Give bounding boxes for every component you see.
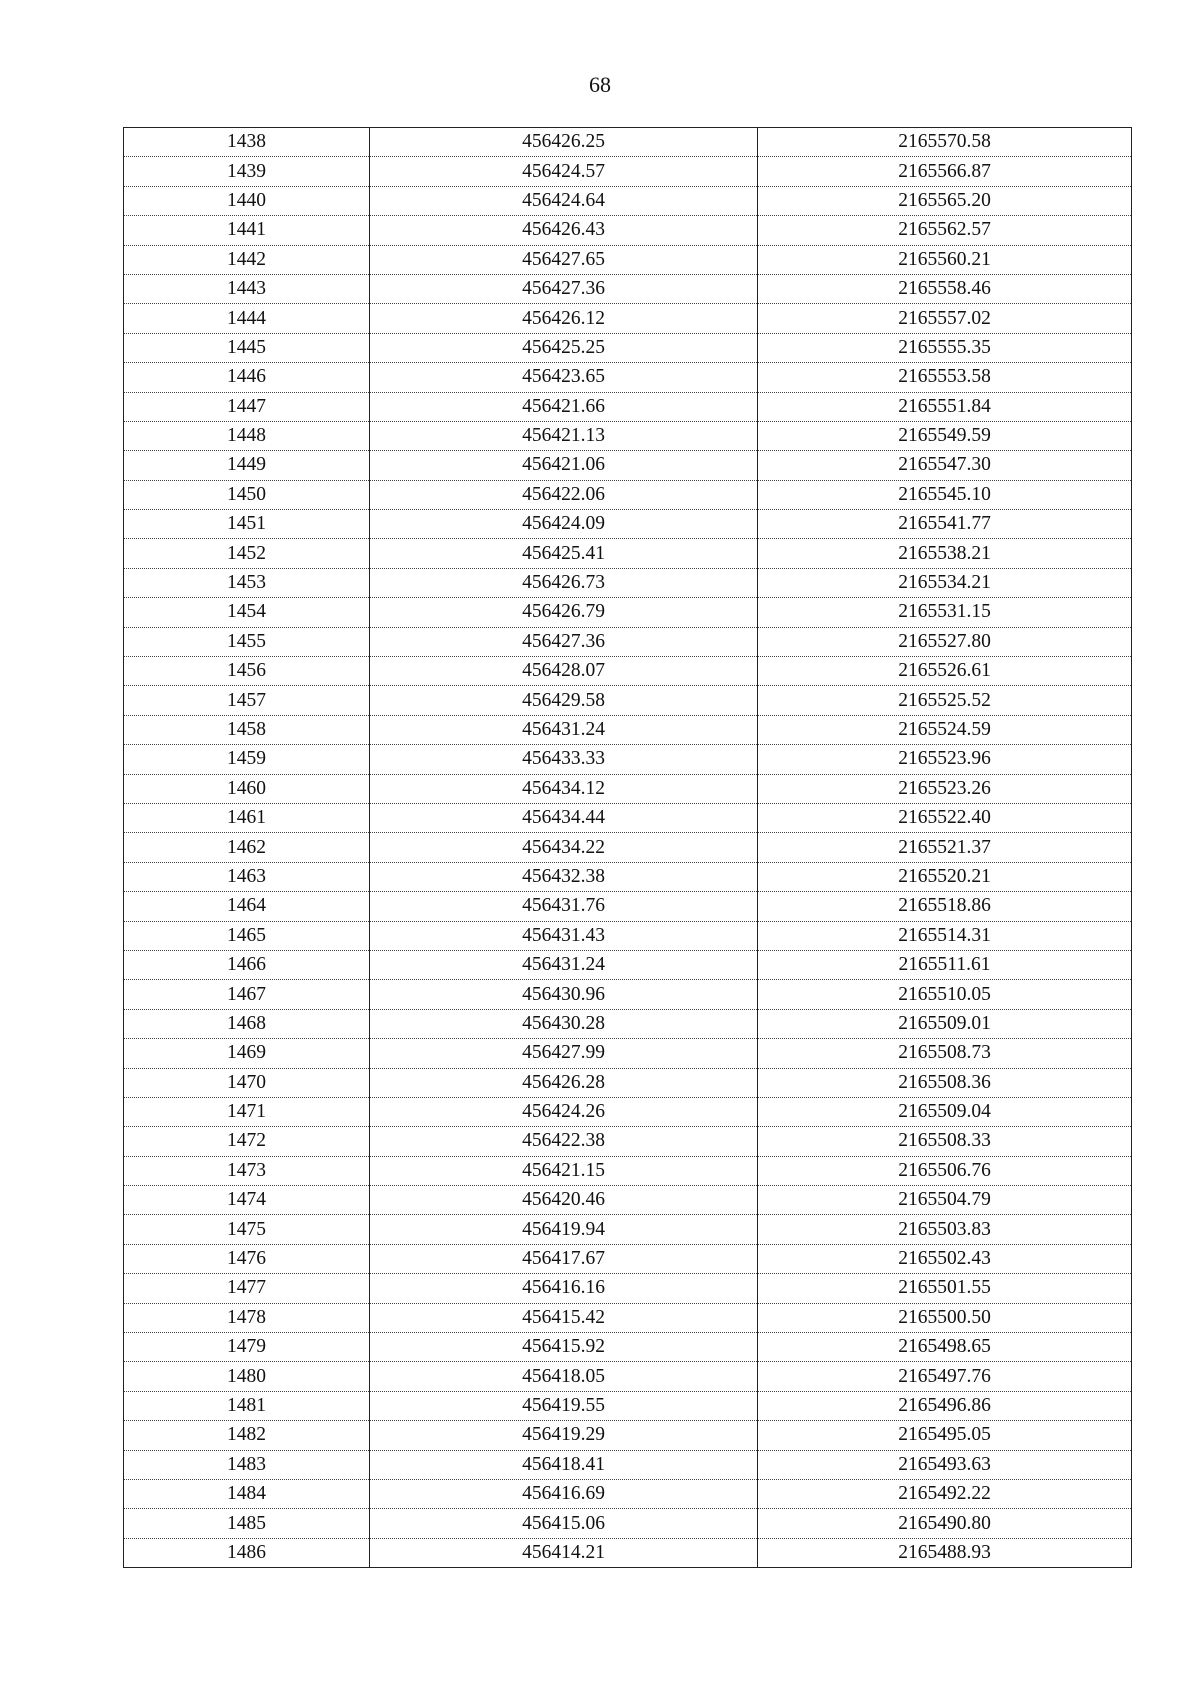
y-coordinate-cell: 2165541.77 xyxy=(758,510,1132,539)
x-coordinate-cell: 456427.36 xyxy=(370,627,758,656)
x-coordinate-cell: 456429.58 xyxy=(370,686,758,715)
point-number-cell: 1486 xyxy=(124,1538,370,1567)
y-coordinate-cell: 2165523.96 xyxy=(758,745,1132,774)
point-number-cell: 1468 xyxy=(124,1009,370,1038)
point-number-cell: 1455 xyxy=(124,627,370,656)
table-row xyxy=(124,686,1132,715)
y-coordinate-cell: 2165509.04 xyxy=(758,1097,1132,1126)
point-number-cell: 1461 xyxy=(124,803,370,832)
point-number-cell: 1449 xyxy=(124,451,370,480)
x-coordinate-cell: 456425.25 xyxy=(370,333,758,362)
table-row xyxy=(124,715,1132,744)
x-coordinate-cell: 456422.38 xyxy=(370,1127,758,1156)
y-coordinate-cell: 2165522.40 xyxy=(758,803,1132,832)
table-row xyxy=(124,510,1132,539)
point-number-cell: 1452 xyxy=(124,539,370,568)
y-coordinate-cell: 2165509.01 xyxy=(758,1009,1132,1038)
table-row xyxy=(124,1186,1132,1215)
y-coordinate-cell: 2165501.55 xyxy=(758,1274,1132,1303)
table-row xyxy=(124,862,1132,891)
x-coordinate-cell: 456431.24 xyxy=(370,950,758,979)
point-number-cell: 1473 xyxy=(124,1156,370,1185)
x-coordinate-cell: 456423.65 xyxy=(370,363,758,392)
x-coordinate-cell: 456425.41 xyxy=(370,539,758,568)
point-number-cell: 1467 xyxy=(124,980,370,1009)
y-coordinate-cell: 2165502.43 xyxy=(758,1244,1132,1273)
table-row xyxy=(124,568,1132,597)
table-row xyxy=(124,657,1132,686)
x-coordinate-cell: 456431.43 xyxy=(370,921,758,950)
table-row xyxy=(124,892,1132,921)
table-row xyxy=(124,539,1132,568)
table-row xyxy=(124,274,1132,303)
point-number-cell: 1478 xyxy=(124,1303,370,1332)
x-coordinate-cell: 456426.79 xyxy=(370,598,758,627)
table-row xyxy=(124,128,1132,157)
point-number-cell: 1475 xyxy=(124,1215,370,1244)
table-row xyxy=(124,1479,1132,1508)
x-coordinate-cell: 456426.28 xyxy=(370,1068,758,1097)
point-number-cell: 1466 xyxy=(124,950,370,979)
table-row xyxy=(124,1303,1132,1332)
point-number-cell: 1458 xyxy=(124,715,370,744)
x-coordinate-cell: 456426.12 xyxy=(370,304,758,333)
point-number-cell: 1481 xyxy=(124,1391,370,1420)
y-coordinate-cell: 2165508.73 xyxy=(758,1039,1132,1068)
table-row xyxy=(124,245,1132,274)
table-row xyxy=(124,480,1132,509)
x-coordinate-cell: 456426.43 xyxy=(370,216,758,245)
point-number-cell: 1482 xyxy=(124,1421,370,1450)
y-coordinate-cell: 2165558.46 xyxy=(758,274,1132,303)
y-coordinate-cell: 2165508.36 xyxy=(758,1068,1132,1097)
x-coordinate-cell: 456419.29 xyxy=(370,1421,758,1450)
y-coordinate-cell: 2165503.83 xyxy=(758,1215,1132,1244)
y-coordinate-cell: 2165490.80 xyxy=(758,1509,1132,1538)
x-coordinate-cell: 456421.66 xyxy=(370,392,758,421)
point-number-cell: 1442 xyxy=(124,245,370,274)
y-coordinate-cell: 2165549.59 xyxy=(758,421,1132,450)
y-coordinate-cell: 2165500.50 xyxy=(758,1303,1132,1332)
page-number: 68 xyxy=(589,72,611,97)
table-row xyxy=(124,392,1132,421)
point-number-cell: 1445 xyxy=(124,333,370,362)
x-coordinate-cell: 456427.99 xyxy=(370,1039,758,1068)
x-coordinate-cell: 456421.15 xyxy=(370,1156,758,1185)
table-row xyxy=(124,1274,1132,1303)
table-row xyxy=(124,304,1132,333)
table-row xyxy=(124,803,1132,832)
x-coordinate-cell: 456415.06 xyxy=(370,1509,758,1538)
y-coordinate-cell: 2165545.10 xyxy=(758,480,1132,509)
table-row xyxy=(124,1421,1132,1450)
x-coordinate-cell: 456424.57 xyxy=(370,157,758,186)
table-row xyxy=(124,157,1132,186)
point-number-cell: 1444 xyxy=(124,304,370,333)
x-coordinate-cell: 456426.73 xyxy=(370,568,758,597)
table-row xyxy=(124,1450,1132,1479)
x-coordinate-cell: 456420.46 xyxy=(370,1186,758,1215)
table-row xyxy=(124,1127,1132,1156)
x-coordinate-cell: 456415.92 xyxy=(370,1333,758,1362)
table-row xyxy=(124,363,1132,392)
point-number-cell: 1443 xyxy=(124,274,370,303)
table-row xyxy=(124,1215,1132,1244)
x-coordinate-cell: 456424.26 xyxy=(370,1097,758,1126)
y-coordinate-cell: 2165521.37 xyxy=(758,833,1132,862)
point-number-cell: 1463 xyxy=(124,862,370,891)
y-coordinate-cell: 2165488.93 xyxy=(758,1538,1132,1567)
table-row xyxy=(124,1333,1132,1362)
point-number-cell: 1439 xyxy=(124,157,370,186)
table-row xyxy=(124,1009,1132,1038)
table-row xyxy=(124,627,1132,656)
x-coordinate-cell: 456430.96 xyxy=(370,980,758,1009)
point-number-cell: 1457 xyxy=(124,686,370,715)
y-coordinate-cell: 2165518.86 xyxy=(758,892,1132,921)
y-coordinate-cell: 2165526.61 xyxy=(758,657,1132,686)
table-row xyxy=(124,598,1132,627)
coordinates-table xyxy=(123,127,1132,1568)
table-row xyxy=(124,333,1132,362)
table-row xyxy=(124,186,1132,215)
y-coordinate-cell: 2165570.58 xyxy=(758,128,1132,157)
table-row xyxy=(124,1538,1132,1567)
point-number-cell: 1450 xyxy=(124,480,370,509)
y-coordinate-cell: 2165555.35 xyxy=(758,333,1132,362)
point-number-cell: 1474 xyxy=(124,1186,370,1215)
x-coordinate-cell: 456433.33 xyxy=(370,745,758,774)
y-coordinate-cell: 2165514.31 xyxy=(758,921,1132,950)
x-coordinate-cell: 456419.94 xyxy=(370,1215,758,1244)
x-coordinate-cell: 456427.65 xyxy=(370,245,758,274)
y-coordinate-cell: 2165495.05 xyxy=(758,1421,1132,1450)
point-number-cell: 1454 xyxy=(124,598,370,627)
point-number-cell: 1441 xyxy=(124,216,370,245)
point-number-cell: 1476 xyxy=(124,1244,370,1273)
table-row xyxy=(124,745,1132,774)
y-coordinate-cell: 2165562.57 xyxy=(758,216,1132,245)
point-number-cell: 1470 xyxy=(124,1068,370,1097)
table-row xyxy=(124,1244,1132,1273)
point-number-cell: 1438 xyxy=(124,128,370,157)
point-number-cell: 1448 xyxy=(124,421,370,450)
y-coordinate-cell: 2165492.22 xyxy=(758,1479,1132,1508)
y-coordinate-cell: 2165527.80 xyxy=(758,627,1132,656)
y-coordinate-cell: 2165504.79 xyxy=(758,1186,1132,1215)
point-number-cell: 1465 xyxy=(124,921,370,950)
y-coordinate-cell: 2165508.33 xyxy=(758,1127,1132,1156)
table-row xyxy=(124,1068,1132,1097)
y-coordinate-cell: 2165496.86 xyxy=(758,1391,1132,1420)
point-number-cell: 1440 xyxy=(124,186,370,215)
y-coordinate-cell: 2165565.20 xyxy=(758,186,1132,215)
y-coordinate-cell: 2165566.87 xyxy=(758,157,1132,186)
y-coordinate-cell: 2165551.84 xyxy=(758,392,1132,421)
table-row xyxy=(124,980,1132,1009)
x-coordinate-cell: 456432.38 xyxy=(370,862,758,891)
point-number-cell: 1479 xyxy=(124,1333,370,1362)
y-coordinate-cell: 2165531.15 xyxy=(758,598,1132,627)
point-number-cell: 1472 xyxy=(124,1127,370,1156)
point-number-cell: 1480 xyxy=(124,1362,370,1391)
y-coordinate-cell: 2165553.58 xyxy=(758,363,1132,392)
point-number-cell: 1451 xyxy=(124,510,370,539)
x-coordinate-cell: 456417.67 xyxy=(370,1244,758,1273)
point-number-cell: 1453 xyxy=(124,568,370,597)
y-coordinate-cell: 2165498.65 xyxy=(758,1333,1132,1362)
table-row xyxy=(124,1362,1132,1391)
x-coordinate-cell: 456427.36 xyxy=(370,274,758,303)
x-coordinate-cell: 456415.42 xyxy=(370,1303,758,1332)
y-coordinate-cell: 2165511.61 xyxy=(758,950,1132,979)
x-coordinate-cell: 456414.21 xyxy=(370,1538,758,1567)
x-coordinate-cell: 456424.09 xyxy=(370,510,758,539)
x-coordinate-cell: 456416.69 xyxy=(370,1479,758,1508)
point-number-cell: 1469 xyxy=(124,1039,370,1068)
table-row xyxy=(124,451,1132,480)
y-coordinate-cell: 2165524.59 xyxy=(758,715,1132,744)
x-coordinate-cell: 456421.06 xyxy=(370,451,758,480)
x-coordinate-cell: 456434.22 xyxy=(370,833,758,862)
x-coordinate-cell: 456434.12 xyxy=(370,774,758,803)
y-coordinate-cell: 2165560.21 xyxy=(758,245,1132,274)
table-row xyxy=(124,950,1132,979)
table-row xyxy=(124,1156,1132,1185)
x-coordinate-cell: 456418.41 xyxy=(370,1450,758,1479)
table-row xyxy=(124,1391,1132,1420)
x-coordinate-cell: 456421.13 xyxy=(370,421,758,450)
point-number-cell: 1460 xyxy=(124,774,370,803)
x-coordinate-cell: 456431.24 xyxy=(370,715,758,744)
y-coordinate-cell: 2165497.76 xyxy=(758,1362,1132,1391)
point-number-cell: 1483 xyxy=(124,1450,370,1479)
x-coordinate-cell: 456419.55 xyxy=(370,1391,758,1420)
point-number-cell: 1462 xyxy=(124,833,370,862)
table-row xyxy=(124,1097,1132,1126)
table-row xyxy=(124,421,1132,450)
y-coordinate-cell: 2165525.52 xyxy=(758,686,1132,715)
point-number-cell: 1456 xyxy=(124,657,370,686)
x-coordinate-cell: 456431.76 xyxy=(370,892,758,921)
x-coordinate-cell: 456430.28 xyxy=(370,1009,758,1038)
x-coordinate-cell: 456426.25 xyxy=(370,128,758,157)
point-number-cell: 1447 xyxy=(124,392,370,421)
point-number-cell: 1477 xyxy=(124,1274,370,1303)
table-row xyxy=(124,921,1132,950)
x-coordinate-cell: 456428.07 xyxy=(370,657,758,686)
y-coordinate-cell: 2165506.76 xyxy=(758,1156,1132,1185)
point-number-cell: 1446 xyxy=(124,363,370,392)
x-coordinate-cell: 456422.06 xyxy=(370,480,758,509)
point-number-cell: 1485 xyxy=(124,1509,370,1538)
table-row xyxy=(124,833,1132,862)
y-coordinate-cell: 2165534.21 xyxy=(758,568,1132,597)
y-coordinate-cell: 2165520.21 xyxy=(758,862,1132,891)
x-coordinate-cell: 456416.16 xyxy=(370,1274,758,1303)
x-coordinate-cell: 456418.05 xyxy=(370,1362,758,1391)
point-number-cell: 1459 xyxy=(124,745,370,774)
table-row xyxy=(124,774,1132,803)
y-coordinate-cell: 2165493.63 xyxy=(758,1450,1132,1479)
table-row xyxy=(124,216,1132,245)
point-number-cell: 1464 xyxy=(124,892,370,921)
y-coordinate-cell: 2165547.30 xyxy=(758,451,1132,480)
y-coordinate-cell: 2165523.26 xyxy=(758,774,1132,803)
coordinates-table-body xyxy=(124,128,1132,1568)
point-number-cell: 1471 xyxy=(124,1097,370,1126)
table-row xyxy=(124,1509,1132,1538)
table-row xyxy=(124,1039,1132,1068)
y-coordinate-cell: 2165538.21 xyxy=(758,539,1132,568)
y-coordinate-cell: 2165557.02 xyxy=(758,304,1132,333)
x-coordinate-cell: 456434.44 xyxy=(370,803,758,832)
point-number-cell: 1484 xyxy=(124,1479,370,1508)
x-coordinate-cell: 456424.64 xyxy=(370,186,758,215)
y-coordinate-cell: 2165510.05 xyxy=(758,980,1132,1009)
